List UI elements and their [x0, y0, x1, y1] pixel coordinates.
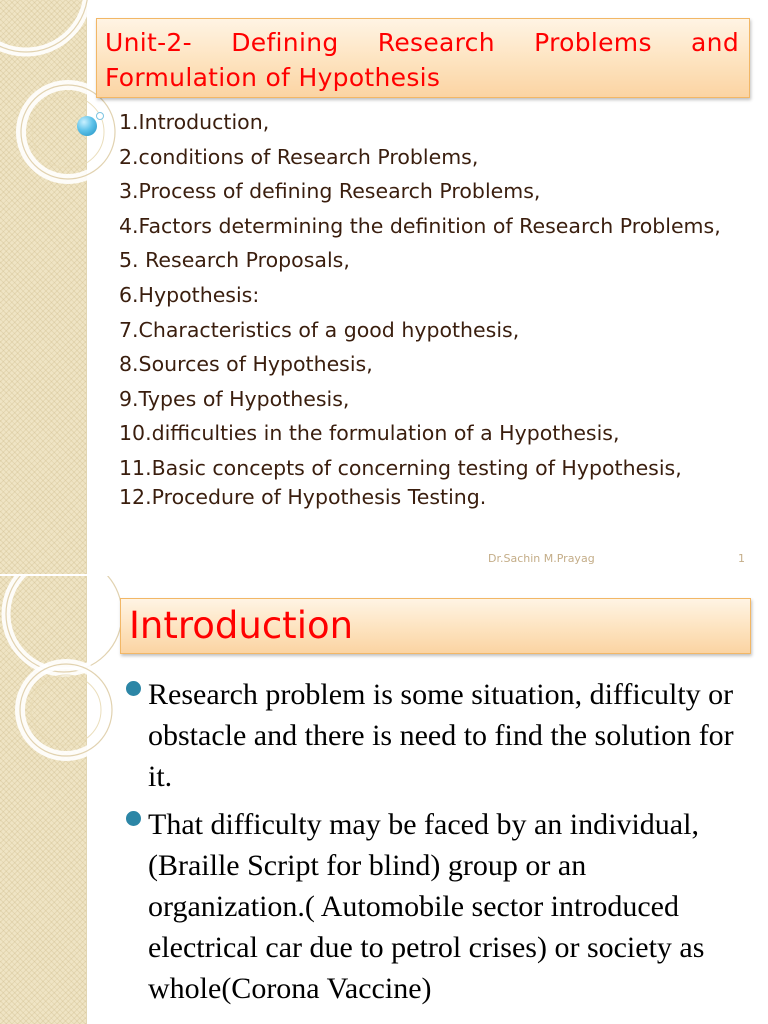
- topic-item: 11.Basic concepts of concerning testing of Hypothesis, 12.Procedure of Hypothesis Testing.: [119, 455, 682, 509]
- topic-item: 2.conditions of Research Problems,: [119, 144, 479, 169]
- topic-item: 6.Hypothesis:: [119, 282, 260, 307]
- bullet-dot-icon: [126, 681, 141, 696]
- bullet-dot-icon: [126, 811, 141, 826]
- small-bubble-icon: [96, 112, 104, 120]
- topic-item: 3.Process of defining Research Problems,: [119, 179, 541, 204]
- topic-item: 4.Factors determining the definition of Research Problems,: [119, 213, 721, 238]
- title-box: [96, 18, 750, 98]
- topic-item: 1.Introduction,: [119, 110, 270, 134]
- bullet-text: Research problem is some situation, difficulty or obstacle and there is need to find the solution for it.: [148, 678, 734, 793]
- bullet-list: [124, 674, 734, 1016]
- slide-title: Introduction: [129, 604, 354, 647]
- topic-item: 8.Sources of Hypothesis,: [119, 352, 373, 377]
- topic-item: 7.Characteristics of a good hypothesis,: [119, 317, 520, 342]
- page-number: 1: [738, 552, 745, 565]
- bullet-text: That difficulty may be faced by an individual,(Braille Script for blind) group or an organization.( Automobile sector introduced electrical car due to petrol crises) or society as whole(Corona Vaccine): [148, 808, 705, 1005]
- topic-item: 10.difficulties in the formulation of a Hypothesis,: [119, 421, 620, 446]
- footer-author: Dr.Sachin M.Prayag: [488, 552, 595, 565]
- bullet-item: [124, 674, 734, 797]
- bullet-bubble-icon: [77, 116, 97, 136]
- topics-list: [119, 108, 729, 518]
- topic-item: 5. Research Proposals,: [119, 248, 350, 273]
- bullet-item: [124, 804, 734, 1009]
- slide-title: Unit-2- Defining Research Problems and Formulation of Hypothesis: [105, 28, 739, 92]
- slide-2: [0, 576, 768, 1024]
- topic-item: 9.Types of Hypothesis,: [119, 386, 350, 411]
- title-box: [120, 598, 751, 654]
